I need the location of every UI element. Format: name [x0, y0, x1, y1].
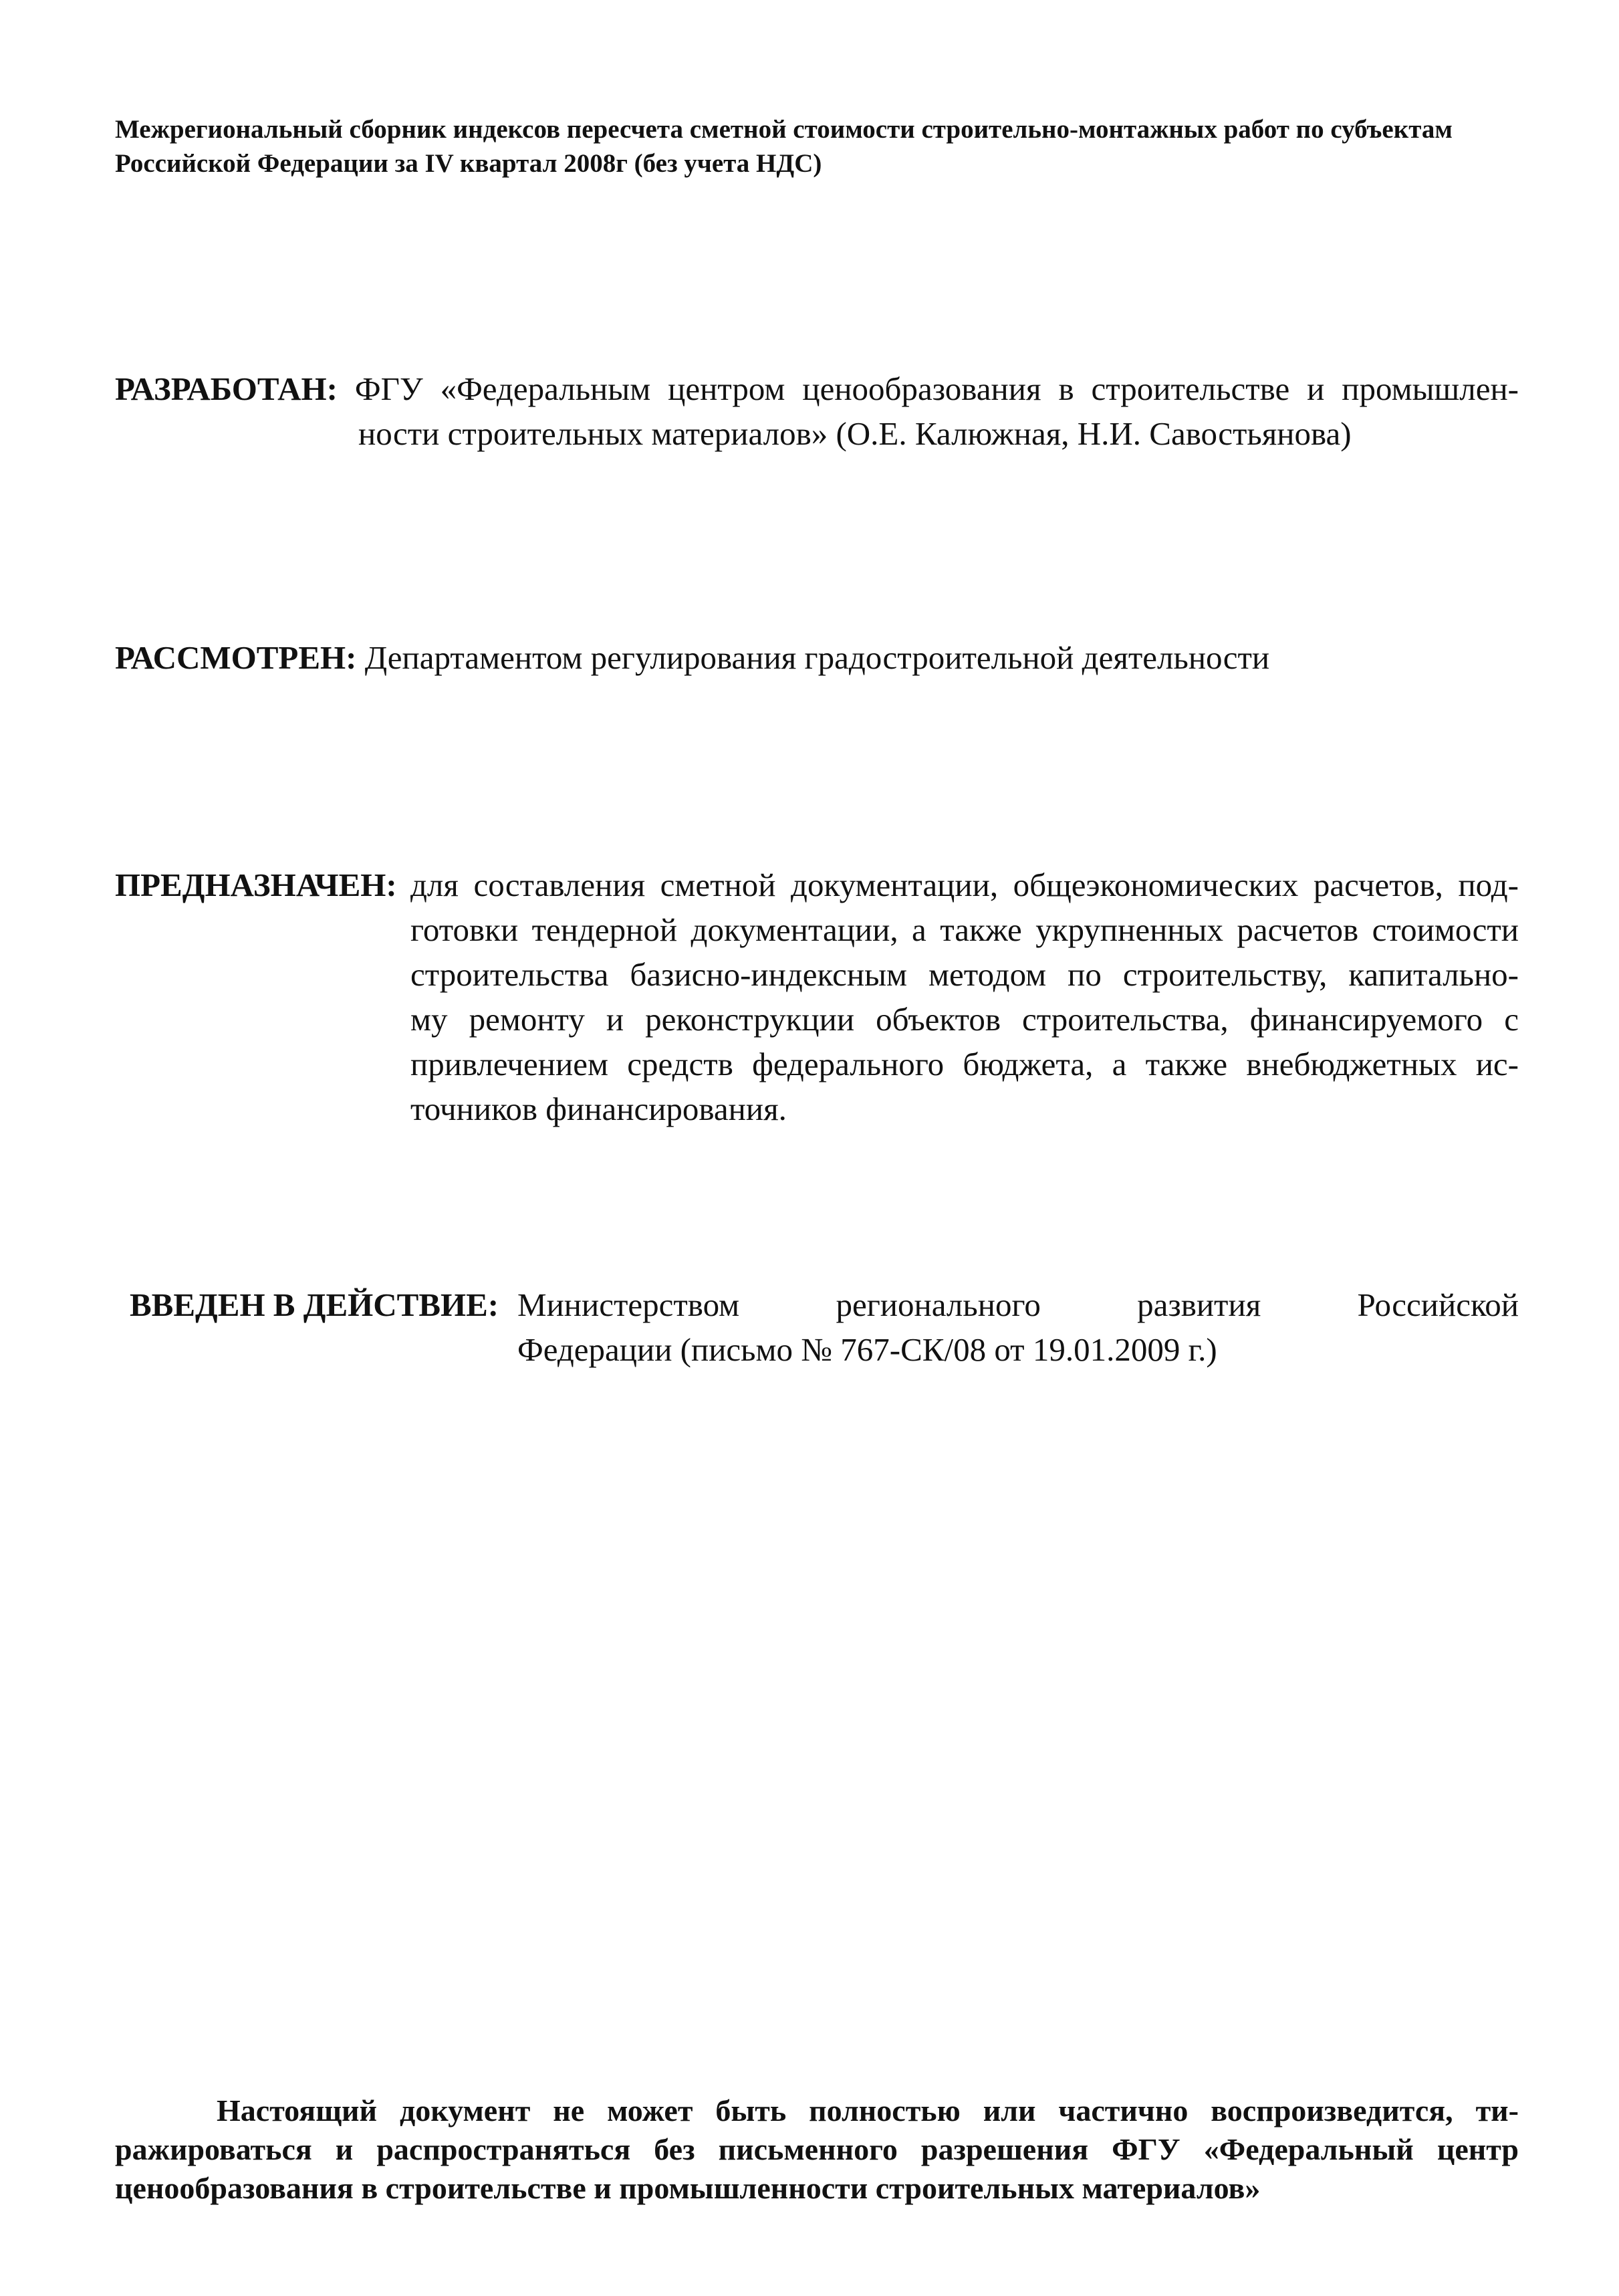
intended-line: му ремонту и реконструкции объектов строительства, финансируемого с [410, 1001, 1519, 1038]
reviewed-line [115, 635, 1519, 680]
enacted-line-2: Федерации (письмо № 767-СК/08 от 19.01.2009 г.) [517, 1331, 1217, 1368]
intended-line: точников финансирования. [410, 1090, 787, 1127]
intended-section [115, 863, 1519, 1131]
header-line-2: Российской Федерации за IV квартал 2008г (без учета НДС) [115, 149, 822, 178]
intended-line: для составления сметной документации, общеэкономических расчетов, под- [410, 867, 1519, 903]
enacted-text [517, 1282, 1519, 1372]
developed-label: РАЗРАБОТАН: [115, 370, 338, 407]
developed-line-2: ности строительных материалов» (О.Е. Калюжная, Н.И. Савостьянова) [358, 415, 1352, 452]
intended-label: ПРЕДНАЗНАЧЕН: [115, 867, 397, 903]
enacted-word: Российской [1357, 1286, 1519, 1323]
notice-line: ценообразования в строительстве и промышленности строительных материалов» [115, 2171, 1261, 2205]
reviewed-section [115, 635, 1519, 680]
enacted-section [130, 1282, 1519, 1372]
developed-section [115, 366, 1519, 456]
copyright-notice [115, 2091, 1519, 2208]
reviewed-text: Департаментом регулирования градостроительной деятельности [364, 639, 1270, 676]
intended-line: строительства базисно-индексным методом по строительству, капитально- [410, 956, 1519, 993]
intended-line: привлечением средств федерального бюджета, а также внебюджетных ис- [410, 1046, 1519, 1082]
developed-text-1: ФГУ «Федеральным центром ценообразования в строительстве и промышлен- [354, 370, 1519, 407]
intended-text [410, 863, 1519, 1131]
enacted-label: ВВЕДЕН В ДЕЙСТВИЕ: [130, 1286, 499, 1323]
enacted-word: регионального [836, 1286, 1041, 1323]
header-line-1: Межрегиональный сборник индексов пересчета сметной стоимости строительно-монтажных работ по субъектам [115, 115, 1453, 144]
intended-line: готовки тендерной документации, а также укрупненных расчетов стоимости [410, 911, 1519, 948]
reviewed-label: РАССМОТРЕН: [115, 639, 357, 676]
document-header [115, 112, 1519, 181]
enacted-line-1 [517, 1282, 1519, 1327]
notice-line: ражироваться и распространяться без письменного разрешения ФГУ «Федеральный центр [115, 2132, 1519, 2166]
developed-line-1 [115, 366, 1519, 411]
notice-line: Настоящий документ не может быть полностью или частично воспроизведится, ти- [217, 2093, 1519, 2128]
enacted-word: развития [1137, 1286, 1261, 1323]
enacted-word: Министерством [517, 1286, 740, 1323]
